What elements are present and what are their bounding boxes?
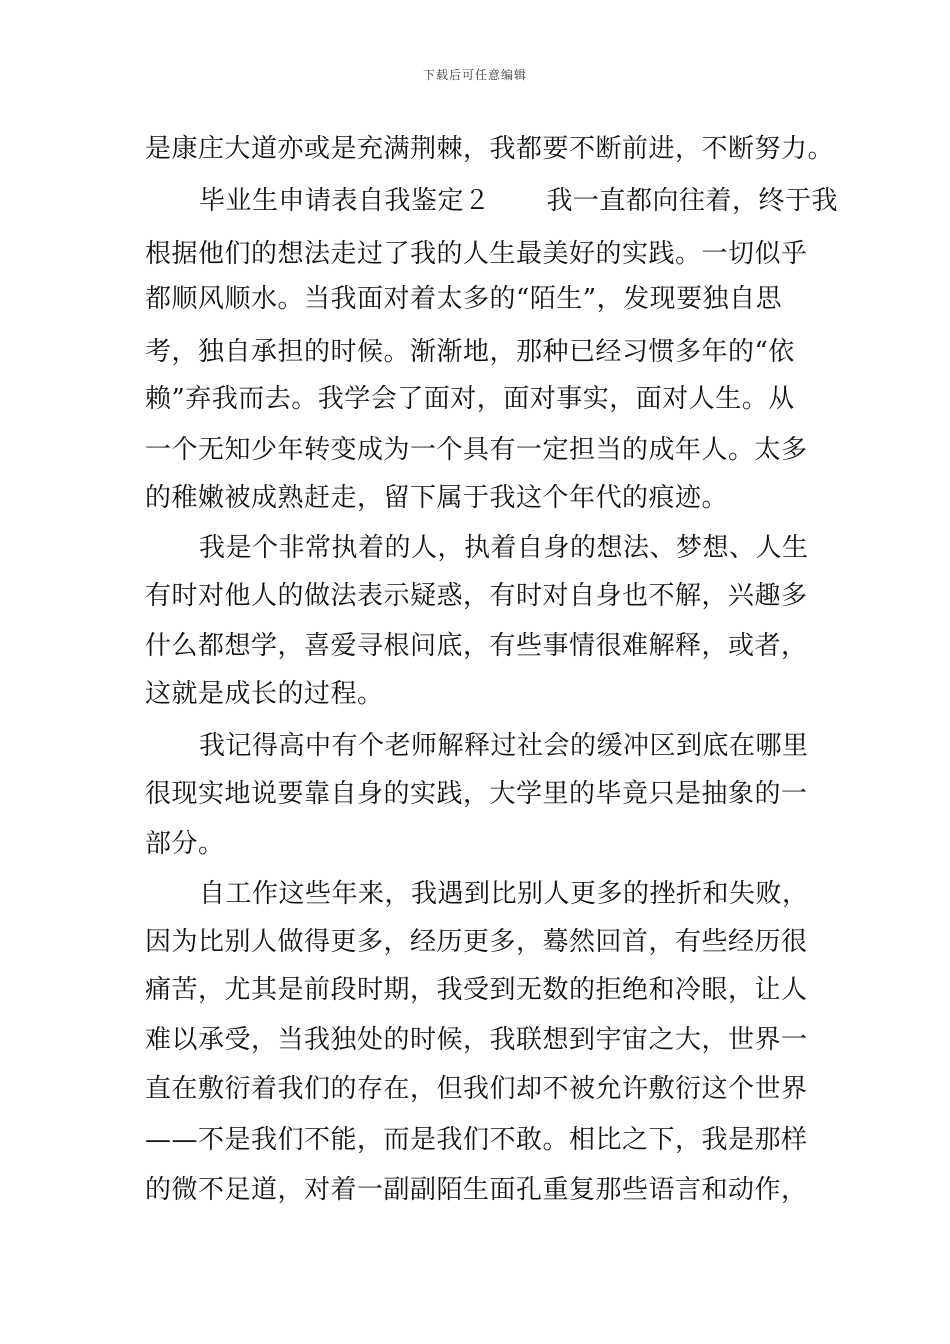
text-line: 什么都想学，喜爱寻根问底，有些事情很难解释，或者，: [145, 631, 808, 661]
text-line: 根据他们的想法走过了我的人生最美好的实践。一切似乎: [145, 239, 808, 269]
text-line: 的稚嫩被成熟赶走，留下属于我这个年代的痕迹。: [145, 483, 729, 513]
text-line: 考，独自承担的时候。渐渐地，那种已经习惯多年的“依: [145, 337, 795, 367]
text-line: 难以承受，当我独处的时候，我联想到宇宙之大，世界一: [145, 1025, 808, 1055]
text-line: 我记得高中有个老师解释过社会的缓冲区到底在哪里: [199, 731, 809, 761]
text-line: 因为比别人做得更多，经历更多，蓦然回首，有些经历很: [145, 927, 808, 957]
page-header: 下载后可任意编辑: [422, 68, 527, 82]
text-line: 有时对他人的做法表示疑惑，有时对自身也不解，兴趣多: [145, 581, 808, 611]
section-title: 毕业生申请表自我鉴定２: [199, 186, 491, 216]
text-line: 我是个非常执着的人，执着自身的想法、梦想、人生: [199, 533, 809, 563]
text-line: ——不是我们不能，而是我们不敢。相比之下，我是那样: [145, 1125, 808, 1155]
text-line: 部分。: [145, 829, 225, 859]
text-line: 的微不足道，对着一副副陌生面孔重复那些语言和动作，: [145, 1175, 808, 1205]
text-line: 一个无知少年转变成为一个具有一定担当的成年人。太多: [145, 435, 808, 465]
text-line: 痛苦，尤其是前段时期，我受到无数的拒绝和冷眼，让人: [145, 975, 808, 1005]
text-line: 赖”弃我而去。我学会了面对，面对事实，面对人生。从: [145, 384, 795, 414]
text-line: 直在敷衍着我们的存在，但我们却不被允许敷衍这个世界: [145, 1074, 808, 1104]
paragraph-heading-line: [199, 185, 838, 217]
text-fragment: 我一直都向往着，终于我: [546, 186, 839, 216]
text-line: 很现实地说要靠自身的实践，大学里的毕竟只是抽象的一: [145, 779, 808, 809]
text-line: 这就是成长的过程。: [145, 679, 384, 709]
text-line: 自工作这些年来，我遇到比别人更多的挫折和失败，: [199, 879, 809, 909]
text-line: 都顺风顺水。当我面对着太多的“陌生”，发现要独自思: [145, 284, 783, 314]
text-line: 是康庄大道亦或是充满荆棘，我都要不断前进，不断努力。: [145, 134, 835, 164]
